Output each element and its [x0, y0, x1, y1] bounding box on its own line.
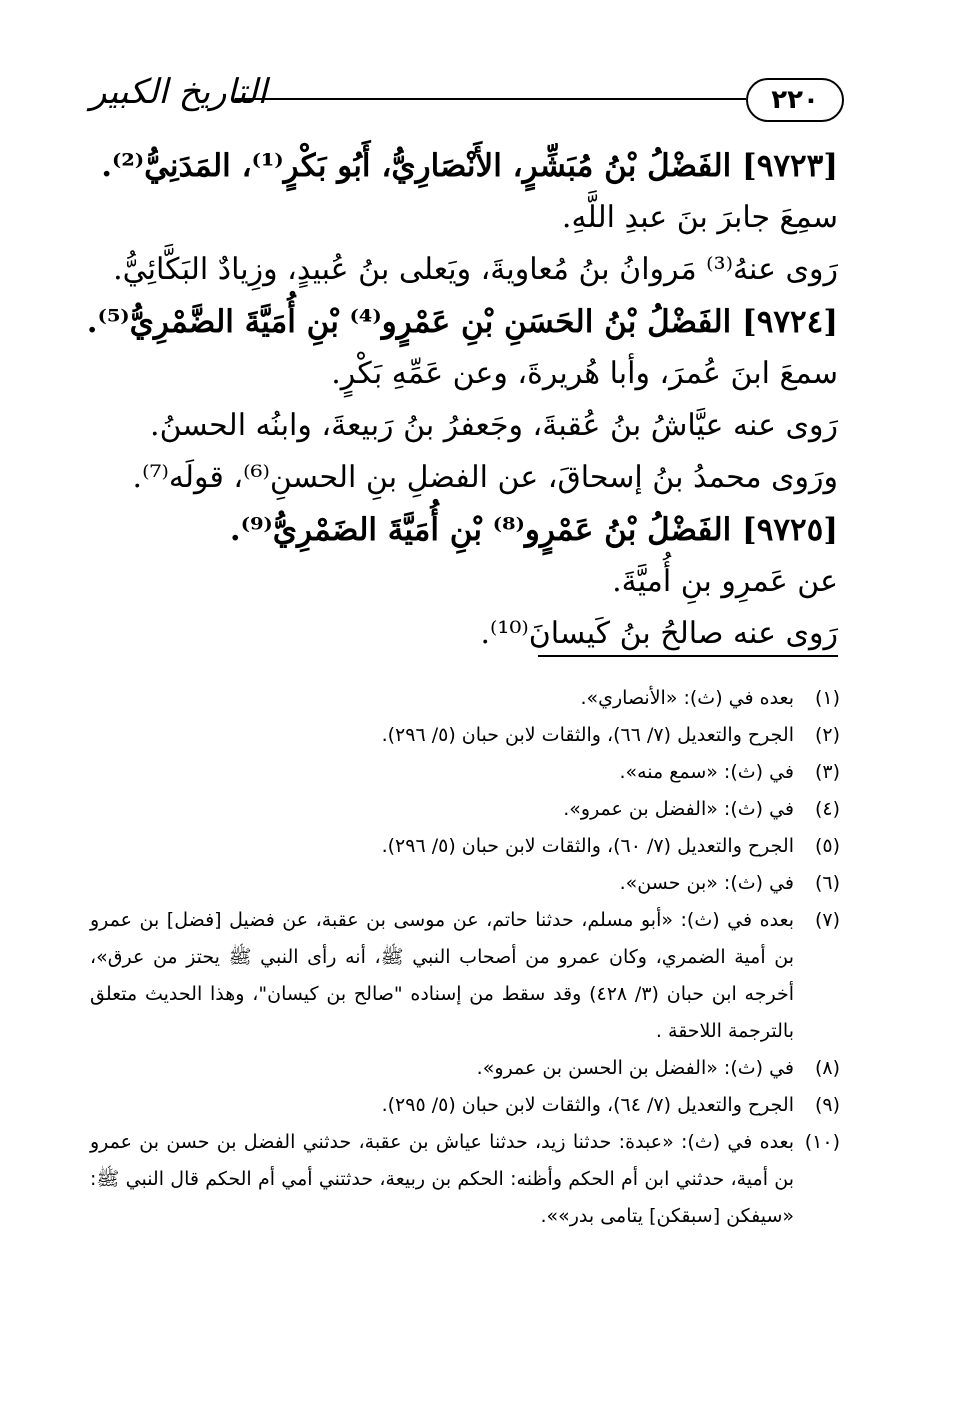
footnote-text: في (ث): «سمع منه». [619, 761, 794, 783]
footnote [90, 717, 840, 754]
footnote-separator [538, 655, 838, 657]
page-number: ٢٢٠ [746, 78, 844, 122]
entry-heading: [٩٧٢٥] الفَضْلُ بْنُ عَمْرٍو⁽⁸⁾ بْنِ أُمَيَّةَ الضَمْرِيُّ⁽⁹⁾. [229, 512, 838, 548]
entry-heading: [٩٧٢٤] الفَضْلُ بْنُ الحَسَنِ بْنِ عَمْرٍو⁽⁴⁾ بْنِ أُمَيَّةَ الضَّمْرِيُّ⁽⁵⁾. [86, 304, 838, 340]
footnote [90, 902, 840, 1050]
footnote-number: (٣) [814, 761, 840, 783]
entry-heading: [٩٧٢٣] الفَضْلُ بْنُ مُبَشِّرٍ، الأَنْصَارِيُّ، أَبُو بَكْرٍ⁽¹⁾، المَدَنِيُّ⁽²⁾. [101, 148, 838, 184]
footnote-number: (١٠) [804, 1131, 840, 1153]
footnote [90, 791, 840, 828]
footnote-number: (١) [814, 687, 840, 709]
footnote-number: (٧) [814, 909, 840, 931]
footnotes [90, 680, 840, 1235]
header-rule [235, 98, 746, 100]
footnote-text: الجرح والتعديل (٧/ ٦٠)، والثقات لابن حبان (٥/ ٢٩٦). [381, 835, 794, 857]
text-line: رَوى عنه عيَّاشُ بنُ عُقبةَ، وجَعفرُ بنُ رَبيعةَ، وابنُه الحسنُ. [150, 408, 838, 443]
footnote [90, 754, 840, 791]
text-line: عن عَمرِو بنِ أُميَّةَ. [612, 564, 838, 599]
footnote-number: (٤) [814, 798, 840, 820]
footnote [90, 1124, 840, 1235]
footnote-text: بعده في (ث): «أبو مسلم، حدثنا حاتم، عن موسى بن عقبة، عن فضيل [فضل] بن عمرو بن أمية الضمري، وكان عمرو من أصحاب النبي ﷺ، أنه رأى النبي ﷺ يحتز من عرق»، أخرجه ابن حبان (٣/ ٤٢٨) وقد سقط من إسناده "صالح بن كيسان"، وهذا الحديث متعلق بالترجمة اللاحقة . [90, 909, 794, 1042]
footnote [90, 1087, 840, 1124]
footnote-number: (٢) [814, 724, 840, 746]
footnote-text: الجرح والتعديل (٧/ ٦٦)، والثقات لابن حبان (٥/ ٢٩٦). [381, 724, 794, 746]
footnote-number: (٦) [814, 872, 840, 894]
footnote [90, 680, 840, 717]
text-line: سمِعَ جابرَ بنَ عبدِ اللَّهِ. [561, 200, 838, 235]
footnote-number: (٩) [814, 1094, 840, 1116]
footnote-text: الجرح والتعديل (٧/ ٦٤)، والثقات لابن حبان (٥/ ٢٩٥). [381, 1094, 794, 1116]
footnote [90, 1050, 840, 1087]
text-line: ورَوى محمدُ بنُ إسحاقَ، عن الفضلِ بنِ الحسنِ⁽⁶⁾، قولَه⁽⁷⁾. [132, 460, 838, 495]
book-title: التاريخ الكبير [90, 72, 267, 112]
footnote [90, 865, 840, 902]
footnote-text: بعده في (ث): «عبدة: حدثنا زيد، حدثنا عياش بن عقبة، حدثني الفضل بن حسن بن عمرو بن أمية، حدثني ابن أم الحكم وأظنه: الحكم بن ربيعة، حدثتني أمي أم الحكم قال النبي ﷺ: «سيفكن [سبقكن] يتامى بدر»». [90, 1131, 794, 1227]
footnote-text: في (ث): «الفضل بن الحسن بن عمرو». [476, 1057, 794, 1079]
text-line: رَوى عنهُ⁽³⁾ مَروانُ بنُ مُعاويةَ، ويَعلى بنُ عُبيدٍ، وزِيادٌ البَكَّائِيُّ. [113, 252, 838, 287]
footnote-number: (٥) [814, 835, 840, 857]
footnote-number: (٨) [814, 1057, 840, 1079]
text-line: رَوى عنه صالحُ بنُ كَيسانَ⁽¹⁰⁾. [480, 616, 838, 651]
footnote-text: في (ث): «الفضل بن عمرو». [563, 798, 794, 820]
footnote [90, 828, 840, 865]
footnote-text: في (ث): «بن حسن». [619, 872, 794, 894]
footnote-text: بعده في (ث): «الأنصاري». [580, 687, 794, 709]
page-header [90, 72, 850, 138]
main-text [86, 140, 838, 660]
text-line: سمعَ ابنَ عُمرَ، وأبا هُريرةَ، وعن عَمِّهِ بَكْرٍ. [331, 356, 838, 391]
